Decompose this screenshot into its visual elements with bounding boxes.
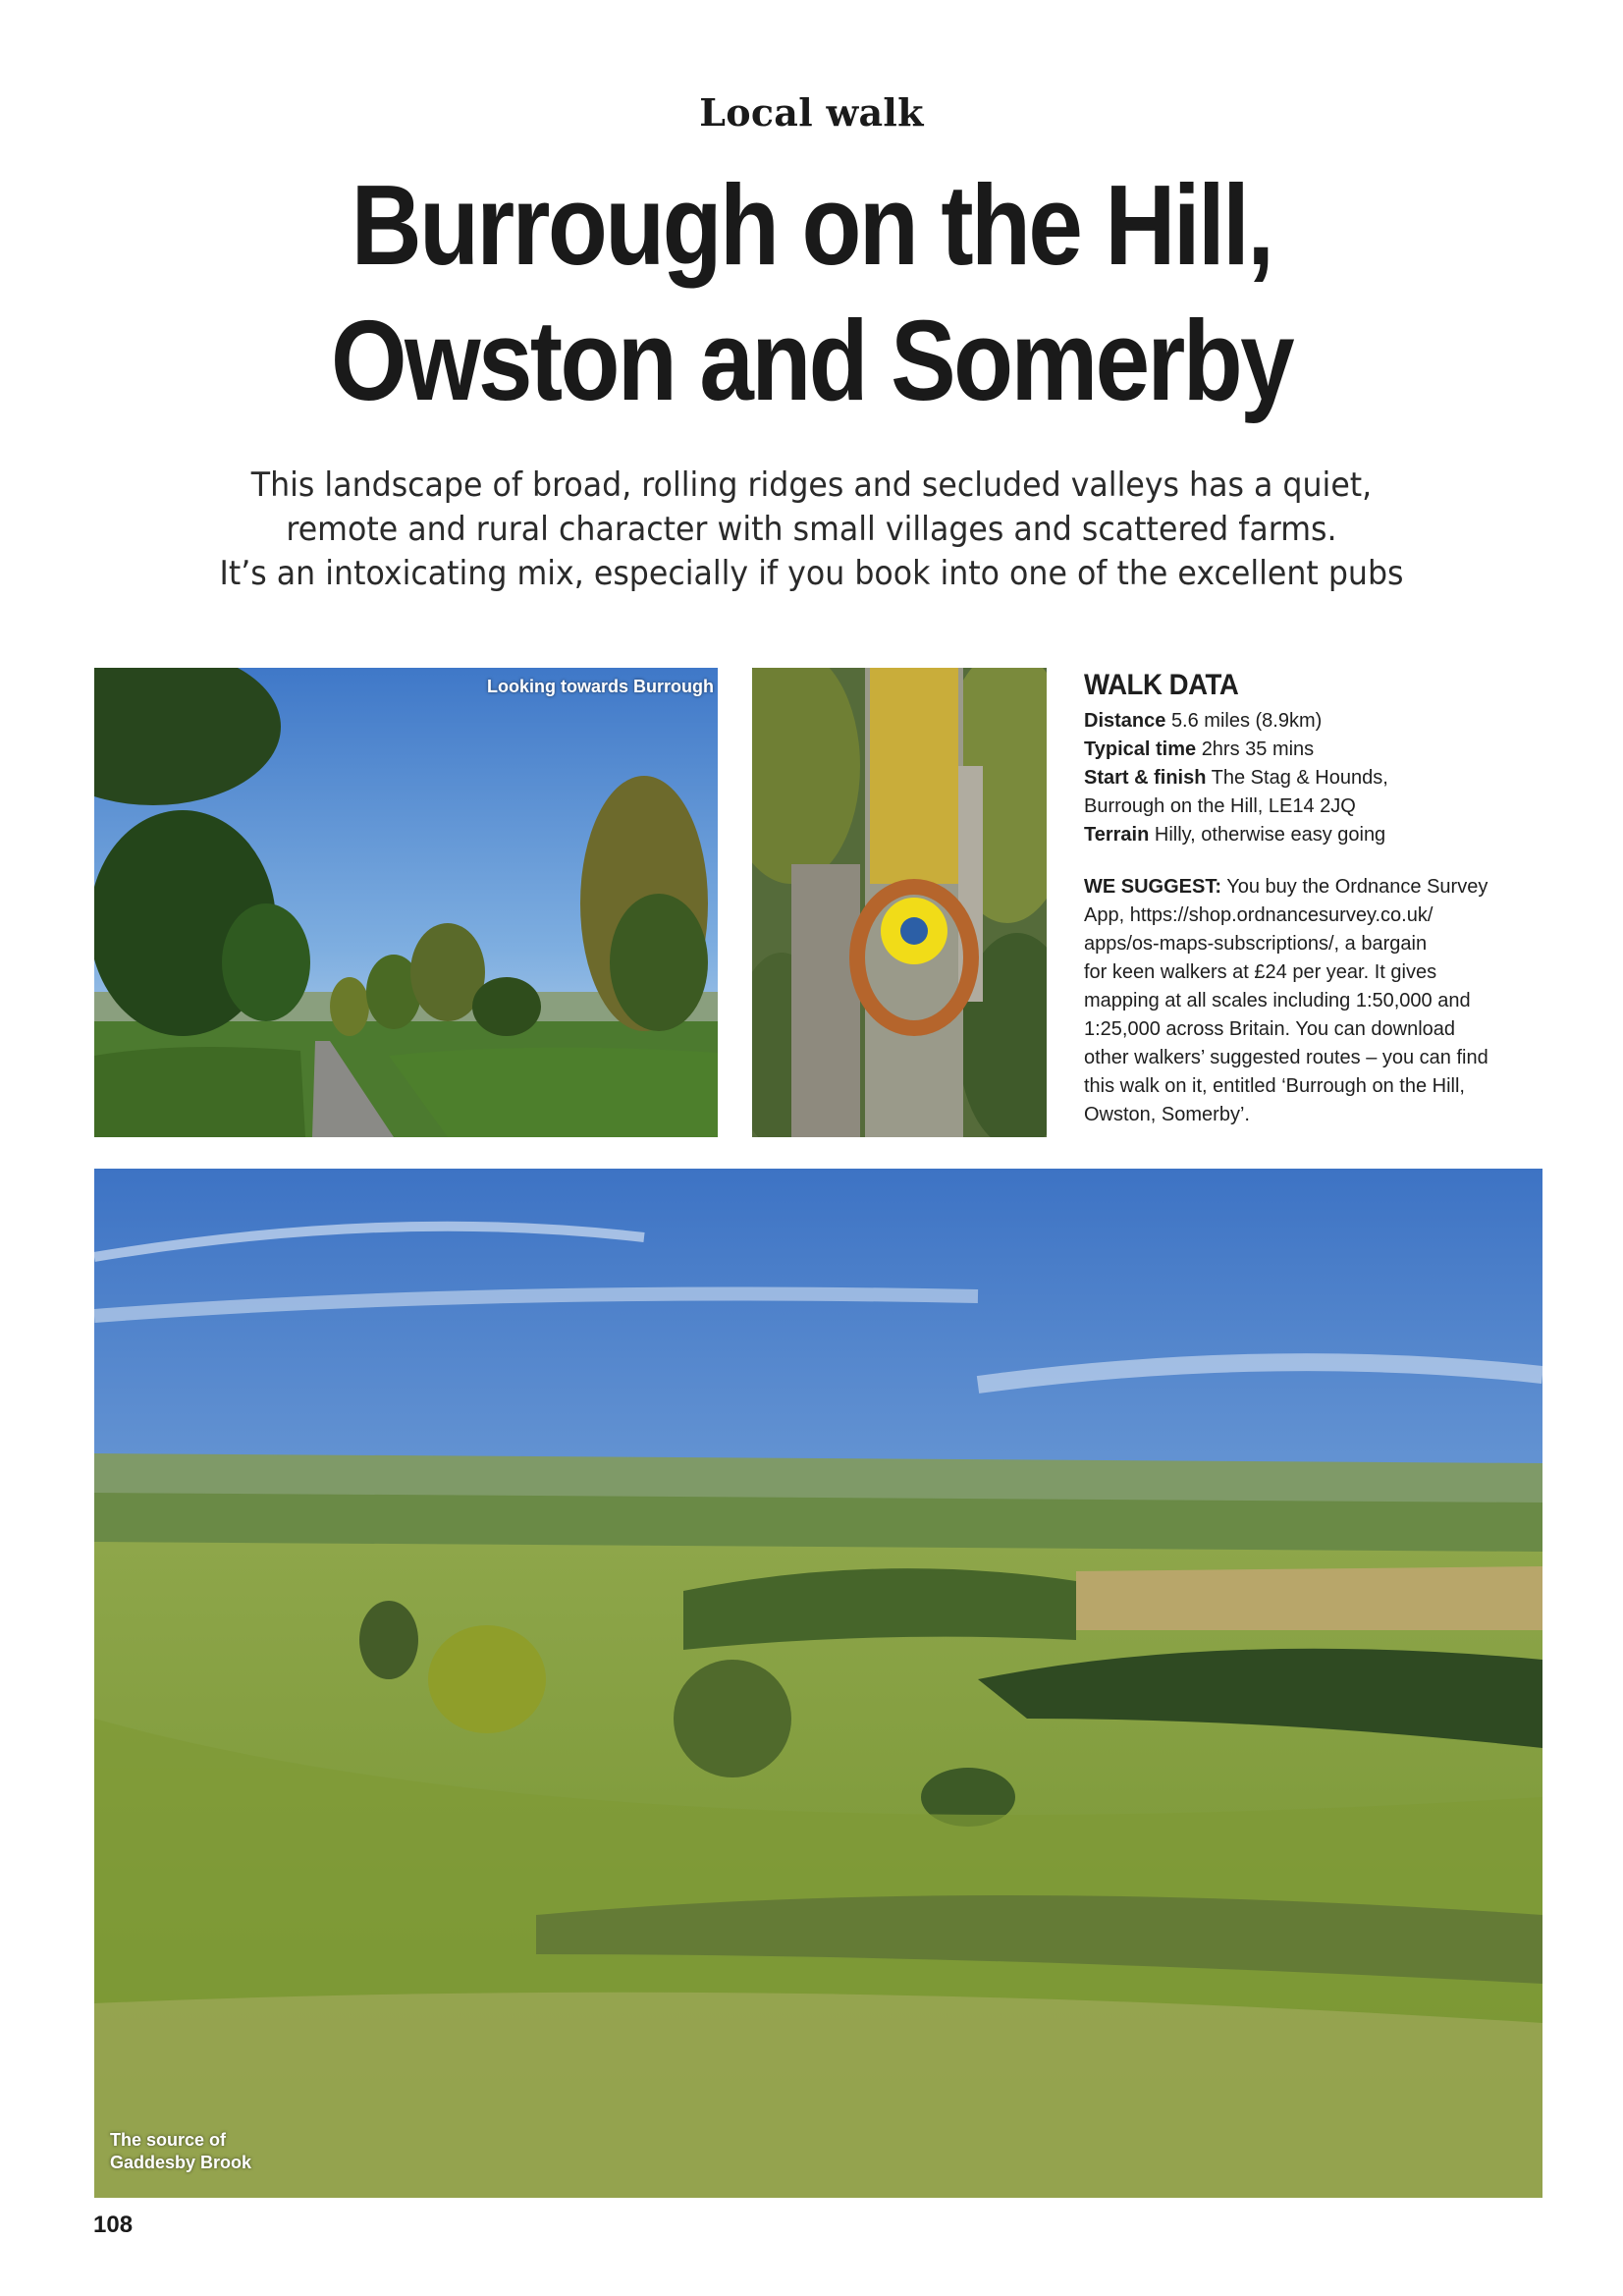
start-value: The Stag & Hounds, xyxy=(1211,767,1388,789)
standfirst xyxy=(57,464,1566,596)
photo-waymarker-post xyxy=(752,668,1047,1137)
time-label: Typical time xyxy=(1084,738,1197,760)
suggest-line-7: other walkers’ suggested routes – you can find xyxy=(1084,1047,1488,1068)
country-lane-image xyxy=(94,668,718,1137)
section-kicker: Local walk xyxy=(699,90,924,135)
start-row xyxy=(1084,764,1545,793)
caption-valley-line-1: The source of xyxy=(110,2130,227,2150)
distance-label: Distance xyxy=(1084,710,1166,732)
suggest-label: WE SUGGEST: xyxy=(1084,876,1222,898)
caption-valley-line-2: Gaddesby Brook xyxy=(110,2153,252,2172)
suggest-line-8: this walk on it, entitled ‘Burrough on the Hill, xyxy=(1084,1075,1465,1097)
page-number: 108 xyxy=(93,2212,134,2238)
suggest-line-5: mapping at all scales including 1:50,000 and xyxy=(1084,990,1471,1011)
waymarker-image xyxy=(752,668,1047,1137)
suggest-text-1: You buy the Ordnance Survey xyxy=(1226,876,1488,898)
distance-row xyxy=(1084,707,1545,736)
suggest-line-6: 1:25,000 across Britain. You can download xyxy=(1084,1018,1456,1040)
suggest-line-3: apps/os-maps-subscriptions/, a bargain xyxy=(1084,933,1428,955)
terrain-row xyxy=(1084,821,1545,849)
start-label: Start & finish xyxy=(1084,767,1207,789)
walk-data-box xyxy=(1084,668,1545,1129)
standfirst-line-1: This landscape of broad, rolling ridges and secluded valleys has a quiet, xyxy=(250,465,1373,505)
time-row xyxy=(1084,736,1545,764)
terrain-value: Hilly, otherwise easy going xyxy=(1154,824,1386,846)
suggest-line-4: for keen walkers at £24 per year. It gives xyxy=(1084,961,1437,983)
title-line-1: Burrough on the Hill, xyxy=(351,161,1272,289)
standfirst-line-3: It’s an intoxicating mix, especially if you book into one of the excellent pubs xyxy=(219,554,1404,593)
valley-image xyxy=(94,1169,1542,2198)
suggest-line-1 xyxy=(1084,873,1545,902)
suggest-line-9: Owston, Somerby’. xyxy=(1084,1104,1250,1125)
standfirst-line-2: remote and rural character with small villages and scattered farms. xyxy=(286,510,1337,549)
start-value-line-2: Burrough on the Hill, LE14 2JQ xyxy=(1084,795,1356,817)
terrain-label: Terrain xyxy=(1084,824,1150,846)
caption-valley xyxy=(110,2129,251,2174)
time-value: 2hrs 35 mins xyxy=(1201,738,1315,760)
walk-data-heading: WALK DATA xyxy=(1084,669,1239,701)
we-suggest-block xyxy=(1084,873,1545,1129)
photo-country-lane xyxy=(94,668,718,1137)
distance-value: 5.6 miles (8.9km) xyxy=(1170,710,1323,732)
photo-valley-panorama xyxy=(94,1169,1542,2198)
title-line-2: Owston and Somerby xyxy=(330,297,1293,424)
caption-lane: Looking towards Burrough xyxy=(487,677,714,696)
suggest-line-2: App, https://shop.ordnancesurvey.co.uk/ xyxy=(1084,904,1434,926)
page-title xyxy=(114,157,1510,428)
